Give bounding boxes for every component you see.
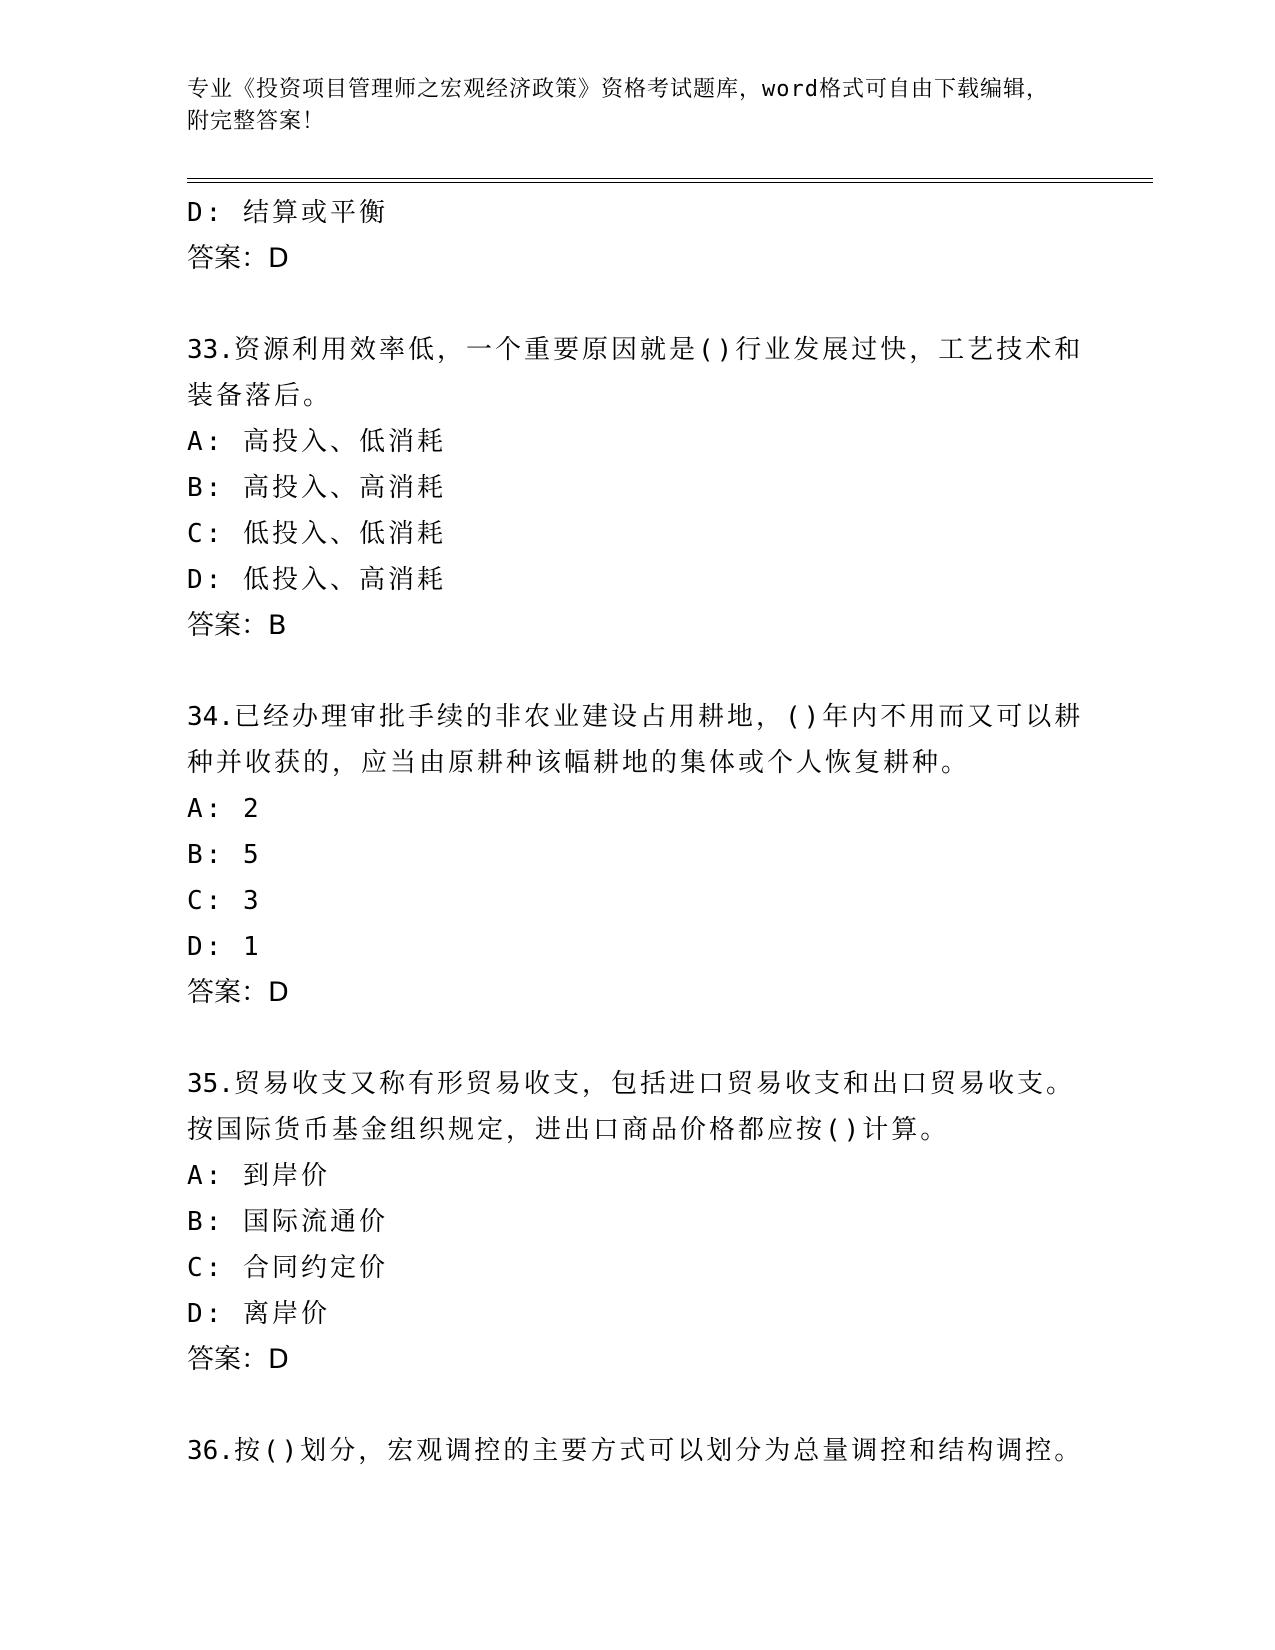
stem-line: 装备落后。: [187, 381, 333, 411]
question-33: [187, 327, 1087, 649]
option-b: [187, 1199, 1087, 1245]
option-text: 结算或平衡: [242, 198, 388, 228]
option-key: D:: [187, 565, 225, 595]
option-key: C:: [187, 886, 225, 916]
option-d: [187, 1291, 1087, 1337]
option-key: A:: [187, 794, 225, 824]
option-d: [187, 924, 1087, 970]
option-text: 高投入、高消耗: [242, 473, 446, 503]
option-text: 低投入、高消耗: [242, 565, 446, 595]
stem-line: 资源利用效率低，一个重要原因就是()行业发展过快，工艺技术和: [233, 335, 1084, 365]
answer: 答案：B: [187, 610, 287, 641]
option-d: [187, 557, 1087, 603]
option-key: B:: [187, 840, 225, 870]
option-key: D:: [187, 198, 225, 228]
option-key: D:: [187, 1299, 225, 1329]
option-a: [187, 786, 1087, 832]
stem-line: 已经办理审批手续的非农业建设占用耕地，()年内不用而又可以耕: [233, 702, 1084, 732]
stem-line: 种并收获的，应当由原耕种该幅耕地的集体或个人恢复耕种。: [187, 748, 971, 778]
option-key: B:: [187, 1207, 225, 1237]
stem-line: 按()划分，宏观调控的主要方式可以划分为总量调控和结构调控。: [233, 1436, 1084, 1466]
stem-line: 贸易收支又称有形贸易收支，包括进口贸易收支和出口贸易收支。: [233, 1069, 1075, 1099]
question-number: 34.: [187, 702, 234, 732]
stem-line: 按国际货币基金组织规定，进出口商品价格都应按()计算。: [187, 1115, 950, 1145]
option-text: 3: [242, 886, 262, 916]
option-d: [187, 190, 1087, 236]
option-a: [187, 1153, 1087, 1199]
question-35: [187, 1061, 1087, 1383]
option-key: B:: [187, 473, 225, 503]
question-stem: [187, 694, 1087, 786]
option-b: [187, 832, 1087, 878]
option-text: 到岸价: [242, 1161, 330, 1191]
spacer: [187, 1016, 1087, 1061]
answer: 答案：D: [187, 243, 289, 274]
partial-question: [187, 190, 1087, 282]
option-text: 5: [242, 840, 262, 870]
question-number: 35.: [187, 1069, 234, 1099]
option-c: [187, 511, 1087, 557]
question-36: [187, 1428, 1087, 1474]
question-number: 33.: [187, 335, 234, 365]
header-divider-top: [187, 178, 1153, 179]
option-c: [187, 878, 1087, 924]
option-key: D:: [187, 932, 225, 962]
option-text: 国际流通价: [242, 1207, 388, 1237]
header-divider-bottom: [187, 182, 1153, 183]
question-number: 36.: [187, 1436, 234, 1466]
spacer: [187, 1383, 1087, 1428]
answer: 答案：D: [187, 1344, 289, 1375]
option-key: A:: [187, 1161, 225, 1191]
option-text: 离岸价: [242, 1299, 330, 1329]
document-header: 专业《投资项目管理师之宏观经济政策》资格考试题库，word格式可自由下载编辑，附完整答案！: [187, 77, 1049, 134]
option-text: 高投入、低消耗: [242, 427, 446, 457]
option-key: C:: [187, 519, 225, 549]
option-a: [187, 419, 1087, 465]
option-key: A:: [187, 427, 225, 457]
option-b: [187, 465, 1087, 511]
option-key: C:: [187, 1253, 225, 1283]
question-stem: [187, 327, 1087, 419]
question-34: [187, 694, 1087, 1016]
answer: 答案：D: [187, 977, 289, 1008]
question-stem: [187, 1428, 1087, 1474]
option-text: 2: [242, 794, 262, 824]
spacer: [187, 282, 1087, 327]
option-text: 低投入、低消耗: [242, 519, 446, 549]
option-text: 合同约定价: [242, 1253, 388, 1283]
question-stem: [187, 1061, 1087, 1153]
spacer: [187, 649, 1087, 694]
option-c: [187, 1245, 1087, 1291]
question-list: [187, 190, 1087, 1474]
option-text: 1: [242, 932, 262, 962]
